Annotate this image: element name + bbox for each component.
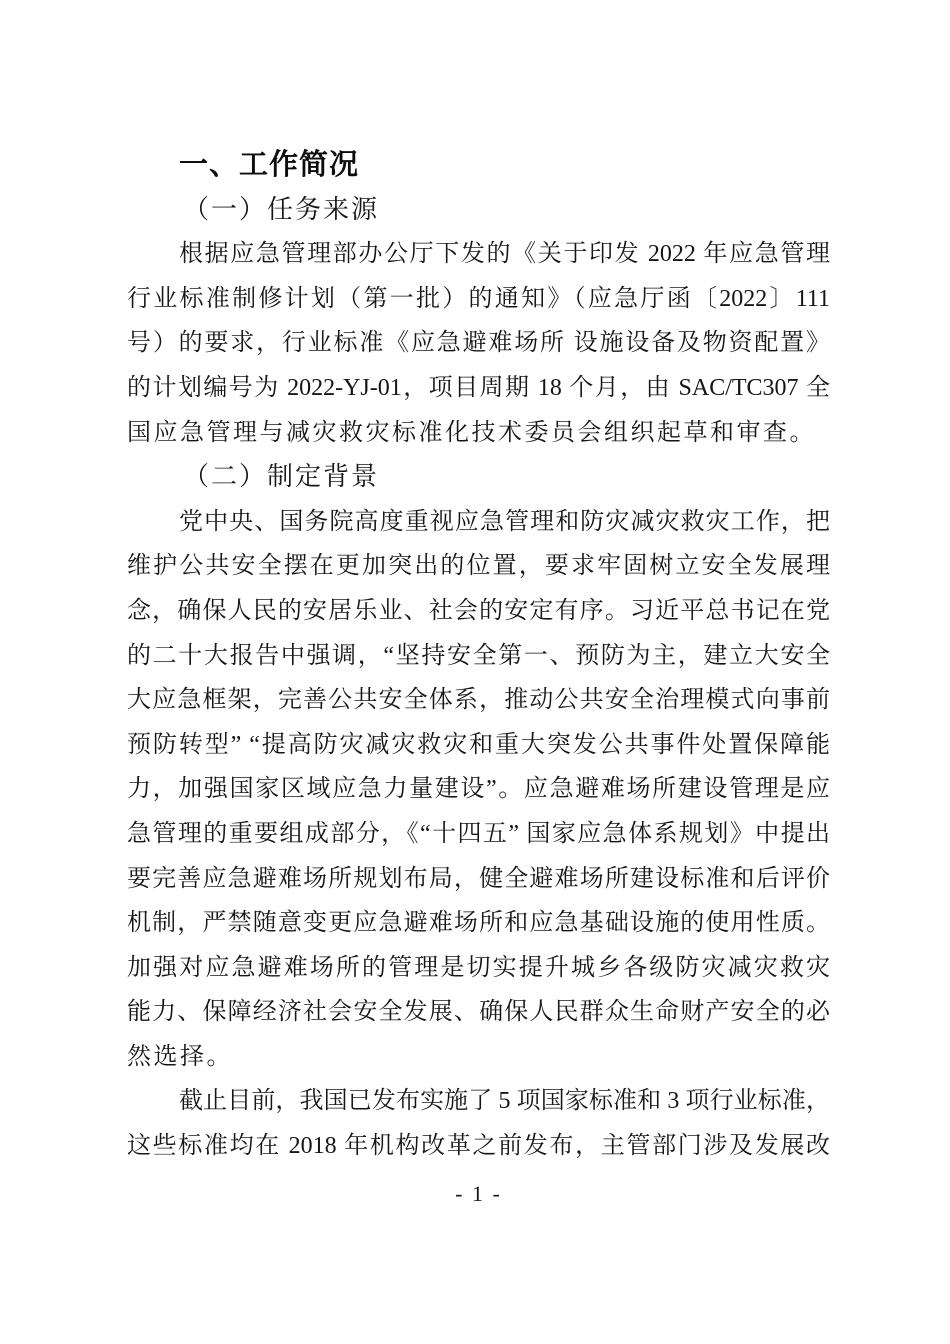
body-line: 力，加强国家区域应急力量建设”。应急避难场所建设管理是应 — [127, 776, 830, 803]
body-line: 要完善应急避难场所规划布局，健全避难场所建设标准和后评价 — [127, 865, 830, 892]
body-line: 党中央、国务院高度重视应急管理和防灾减灾救灾工作，把 — [179, 508, 830, 535]
subsection-heading: （二）制定背景 — [183, 462, 380, 492]
body-line: 国应急管理与减灾救灾标准化技术委员会组织起草和审查。 — [127, 419, 816, 446]
document-body — [127, 143, 830, 1169]
body-line: 念，确保人民的安居乐业、社会的安定有序。习近平总书记在党 — [127, 597, 830, 624]
section-heading: 一、工作简况 — [179, 149, 360, 181]
body-line: 根据应急管理部办公厅下发的《关于印发 2022 年应急管理 — [179, 241, 830, 268]
body-line: 预防转型” “提高防灾减灾救灾和重大突发公共事件处置保障能 — [127, 731, 830, 758]
body-line: 大应急框架，完善公共安全体系，推动公共安全治理模式向事前 — [127, 687, 830, 714]
body-line: 的二十大报告中强调，“坚持安全第一、预防为主，建立大安全 — [127, 642, 830, 669]
body-line: 号）的要求，行业标准《应急避难场所 设施设备及物资配置》 — [127, 330, 830, 357]
body-line: 的计划编号为 2022-YJ-01，项目周期 18 个月，由 SAC/TC307 全 — [127, 374, 830, 401]
body-line: 能力、保障经济社会安全发展、确保人民群众生命财产安全的必 — [127, 999, 830, 1026]
body-line: 急管理的重要组成部分，《“十四五” 国家应急体系规划》中提出 — [127, 820, 830, 847]
body-line: 维护公共安全摆在更加突出的位置，要求牢固树立安全发展理 — [127, 553, 830, 580]
body-line: 然选择。 — [127, 1043, 233, 1070]
body-line: 机制，严禁随意变更应急避难场所和应急基础设施的使用性质。 — [127, 910, 830, 937]
body-line: 这些标准均在 2018 年机构改革之前发布，主管部门涉及发展改 — [127, 1133, 830, 1160]
subsection-heading: （一）任务来源 — [183, 194, 380, 224]
page-number: - 1 - — [455, 1181, 502, 1206]
body-line: 截止目前，我国已发布实施了 5 项国家标准和 3 项行业标准， — [179, 1088, 830, 1115]
body-line: 行业标准制修计划（第一批）的通知》（应急厅函〔2022〕111 — [127, 285, 830, 312]
body-line: 加强对应急避难场所的管理是切实提升城乡各级防灾减灾救灾 — [127, 954, 830, 981]
